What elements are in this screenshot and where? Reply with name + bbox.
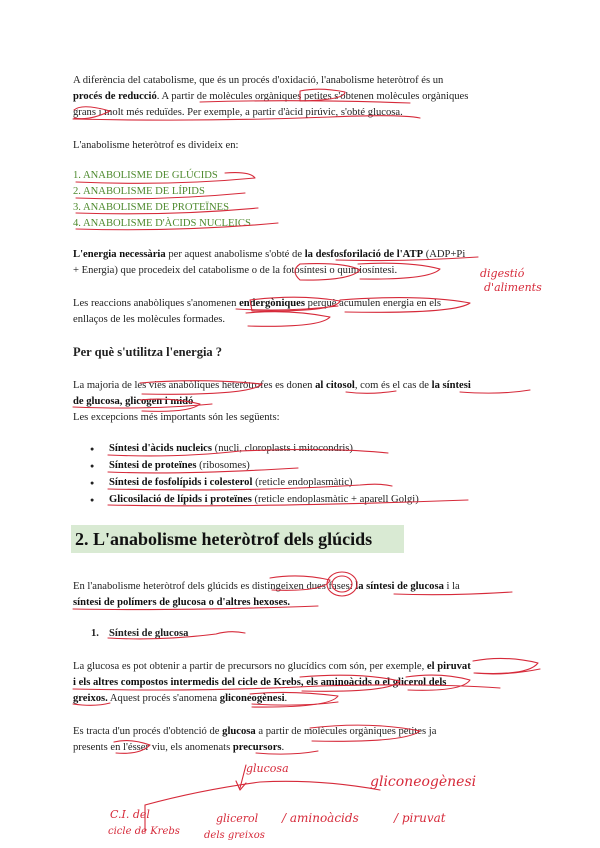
list-item (73, 441, 553, 458)
glucosa-text-3: . (284, 693, 288, 704)
intro-line-1: A diferència del catabolisme, que és un procés d'oxidació, l'anabolisme heteròtrof és un (73, 75, 444, 86)
reaccions-bold: endergòniques (239, 298, 305, 309)
list-item-bold: Síntesi de fosfolípids i colesterol (109, 477, 253, 488)
divideix-line: L'anabolisme heteròtrof es divideix en: (73, 140, 239, 151)
majoria-line-1 (73, 378, 543, 394)
intro-line-3: grans i molt més reduïdes. Per exemple, a partir d'àcid pirúvic, s'obté glucosa. (73, 107, 403, 118)
energia-line-2: + Energia) que procedeix del catabolisme o de la fotosíntesi o quimiosíntesi. (73, 265, 398, 276)
energia-bold-2: la desfosforilació de l'ATP (304, 249, 424, 260)
glucosa-text-2: Aquest procés s'anomena (107, 693, 220, 704)
glucosa-bold-3: greixos. (73, 693, 108, 704)
ink-note-aliments: d'aliments (484, 281, 542, 294)
list-item-bold: Síntesi d'àcids nucleics (109, 443, 213, 454)
list-item (73, 475, 553, 492)
fases-paragraph (73, 579, 543, 611)
ink-note-ci2: cicle de Krebs (108, 826, 180, 837)
tracta-line-2 (73, 740, 543, 756)
fases-bold-1: la síntesi de glucosa (355, 581, 444, 592)
toc-item-4: 4. ANABOLISME D'ÀCIDS NUCLEICS (73, 218, 251, 229)
majoria-bold-2: la síntesi (431, 380, 471, 391)
tracta-line-1 (73, 724, 543, 740)
subsection-label: Síntesi de glucosa (109, 628, 189, 639)
glucosa-bold-2: i els altres compostos intermedis del cicle de Krebs, els aminoàcids o el glicerol dels (73, 677, 447, 688)
list-item (73, 492, 553, 509)
reaccions-line-2: enllaços de les molècules formades. (73, 314, 226, 325)
list-item-text: (reticle endoplasmàtic) (252, 477, 353, 488)
list-item-bold: Síntesi de proteïnes (109, 460, 197, 471)
intro-line-2-text: . A partir de molècules orgàniques petites s'obtenen molècules orgàniques (156, 91, 469, 102)
ink-arrow (236, 765, 246, 790)
ink-note-aminoacids: / aminoàcids (282, 811, 359, 825)
energia-text-1: per aquest anabolisme s'obté de (165, 249, 305, 260)
energia-line-1 (73, 247, 543, 263)
tracta-text-2: a partir de molècules orgàniques petites ja (255, 726, 437, 737)
energia-paragraph (73, 247, 543, 279)
toc-item-2: 2. ANABOLISME DE LÍPIDS (73, 186, 205, 197)
reaccions-text-1: Les reaccions anabòliques s'anomenen (73, 298, 240, 309)
reaccions-text-2: perquè acumulen energia en els (305, 298, 441, 309)
majoria-bold-1: al citosol (315, 380, 355, 391)
question-heading: Per què s'utilitza l'energia ? (73, 345, 223, 359)
fases-bold-2: síntesi de polímers de glucosa o d'altres hexoses. (73, 597, 290, 608)
glucosa-text-1: La glucosa es pot obtenir a partir de precursors no glucídics com són, per exemple, (73, 661, 427, 672)
ink-note-ci: C.I. del (110, 808, 150, 821)
glucosa-bold-1: el piruvat (426, 661, 471, 672)
exceptions-list (73, 441, 553, 509)
reaccions-paragraph (73, 296, 543, 328)
list-item-text: (reticle endoplasmàtic + aparell Golgi) (251, 494, 419, 505)
tracta-text-4: . (281, 742, 285, 753)
majoria-bold-3: de glucosa, glicogen i midó (73, 396, 194, 407)
ink-note-piruvat: / piruvat (394, 811, 446, 825)
fases-line-2 (73, 595, 543, 611)
energia-bold-1: L'energia necessària (73, 249, 166, 260)
intro-bold: procés de reducció (73, 91, 157, 102)
tracta-bold-2: precursors (232, 742, 282, 753)
glucosa-line-1 (73, 659, 543, 675)
glucosa-bold-4: gliconeogènesi (219, 693, 285, 704)
glucosa-line-3 (73, 691, 543, 707)
ink-note-greixos: dels greixos (204, 830, 265, 841)
subsection-heading (91, 626, 188, 642)
tracta-paragraph (73, 724, 543, 756)
list-item-text: (ribosomes) (196, 460, 250, 471)
majoria-line-2 (73, 394, 543, 410)
fases-text-1: En l'anabolisme heteròtrof dels glúcids es distingeixen dues fases: (73, 581, 356, 592)
ink-note-digestio: digestió (480, 267, 525, 280)
glucosa-paragraph (73, 659, 543, 707)
list-item-text: (nucli, cloroplasts i mitocondris) (212, 443, 353, 454)
toc-item-1: 1. ANABOLISME DE GLÚCIDS (73, 170, 218, 181)
reaccions-line-1 (73, 296, 543, 312)
ink-note-gliconeo: gliconeogènesi (370, 774, 477, 790)
fases-text-2: i la (443, 581, 460, 592)
fases-line-1 (73, 579, 543, 595)
intro-paragraph (73, 73, 543, 121)
toc-list (73, 168, 543, 232)
majoria-line-3: Les excepcions més importants són les següents: (73, 412, 280, 423)
intro-line-2 (73, 89, 543, 105)
section-heading: 2. L'anabolisme heteròtrof dels glúcids (71, 525, 404, 553)
ink-note-glucosa: glucosa (246, 762, 289, 775)
subsection-number: 1. (91, 628, 99, 639)
list-item (73, 458, 553, 475)
toc-item-3: 3. ANABOLISME DE PROTEÏNES (73, 202, 229, 213)
ink-note-glicerol: glicerol (216, 812, 259, 825)
majoria-text-2: , com és el cas de (354, 380, 432, 391)
list-item-bold: Glicosilació de lípids i proteïnes (109, 494, 252, 505)
tracta-bold-1: glucosa (222, 726, 256, 737)
glucosa-line-2 (73, 675, 543, 691)
tracta-text-3: presents en l'ésser viu, els anomenats (73, 742, 233, 753)
ink-line (145, 781, 380, 805)
tracta-text-1: Es tracta d'un procés d'obtenció de (73, 726, 223, 737)
energia-text-2: (ADP+Pi (423, 249, 466, 260)
majoria-text-1: La majoria de les vies anabòliques heteròtrofes es donen (73, 380, 316, 391)
majoria-paragraph (73, 378, 543, 426)
